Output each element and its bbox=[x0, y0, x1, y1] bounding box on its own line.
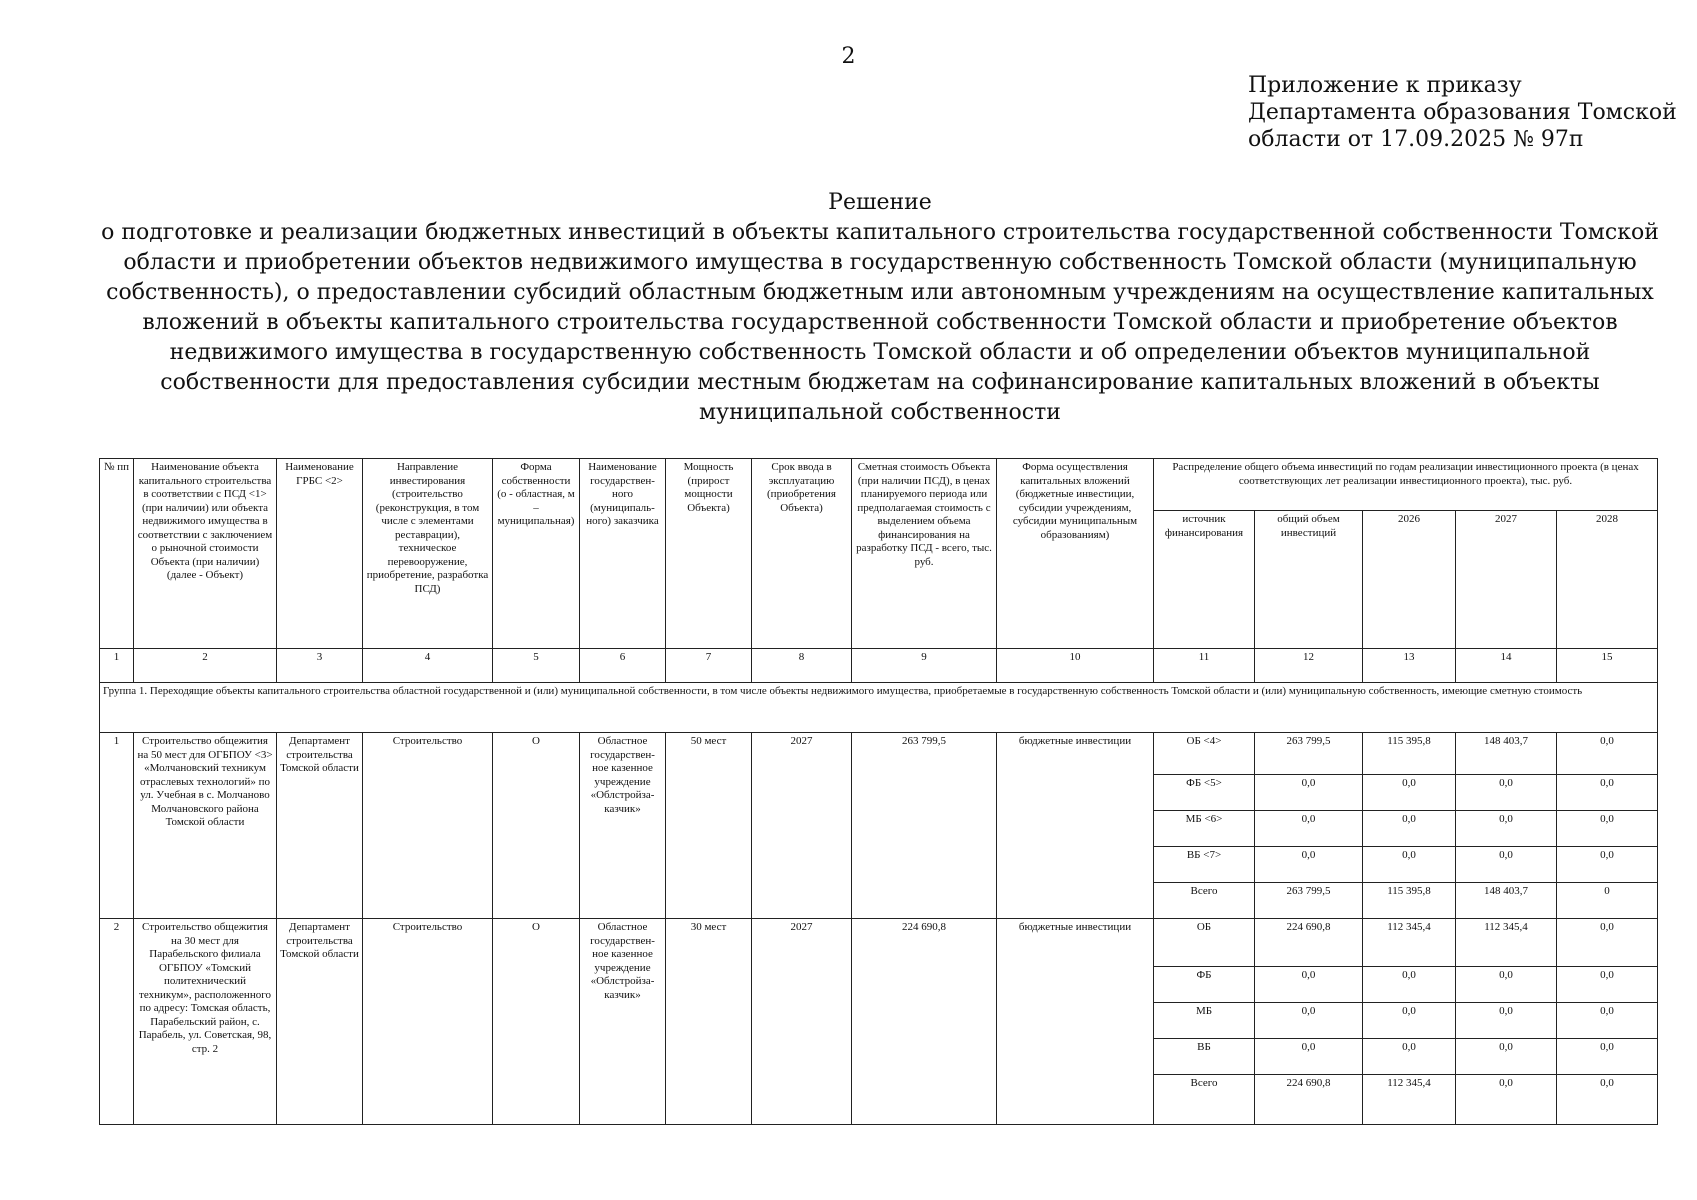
header-year-2028: 2028 bbox=[1557, 511, 1658, 649]
funding-2028: 0,0 bbox=[1557, 967, 1658, 1003]
header-ownership: Форма собственности (о - областная, м – муниципальная) bbox=[493, 459, 580, 649]
header-year-2027: 2027 bbox=[1456, 511, 1557, 649]
funding-2028: 0,0 bbox=[1557, 775, 1658, 811]
object-name: Строительство общежития на 50 мест для ОГБПОУ <3> «Молчановский техникум отраслевых технологий» по ул. Учебная в с. Молчаново Молчановского района Томской области bbox=[134, 733, 277, 919]
funding-2028: 0,0 bbox=[1557, 1075, 1658, 1125]
column-number: 15 bbox=[1557, 649, 1658, 683]
group-title: Группа 1. Переходящие объекты капитального строительства областной государственной и (или) муниципальной собственности, в том числе объекты недвижимого имущества, приобретаемые в государственную собственность Томской области и (или) муниципальную собственность, имеющие сметную стоимость bbox=[100, 683, 1658, 733]
funding-2026: 0,0 bbox=[1363, 811, 1456, 847]
funding-total: 0,0 bbox=[1255, 1003, 1363, 1039]
capacity: 30 мест bbox=[666, 919, 752, 1125]
table-row bbox=[100, 733, 1658, 775]
funding-2028: 0,0 bbox=[1557, 1003, 1658, 1039]
funding-total: 0,0 bbox=[1255, 847, 1363, 883]
funding-2027: 148 403,7 bbox=[1456, 883, 1557, 919]
column-number: 11 bbox=[1154, 649, 1255, 683]
appendix-note bbox=[1248, 72, 1677, 153]
funding-total: 0,0 bbox=[1255, 967, 1363, 1003]
funding-source: ОБ <4> bbox=[1154, 733, 1255, 775]
funding-total: 263 799,5 bbox=[1255, 733, 1363, 775]
header-total-volume: общий объем инвестиций bbox=[1255, 511, 1363, 649]
investment-direction: Строительство bbox=[363, 919, 493, 1125]
commissioning-year: 2027 bbox=[752, 733, 852, 919]
funding-source: ВБ <7> bbox=[1154, 847, 1255, 883]
investment-form: бюджетные инвестиции bbox=[997, 919, 1154, 1125]
header-customer: Наименование государствен-ного (муниципаль-ного) заказчика bbox=[580, 459, 666, 649]
title-line: собственность), о предоставлении субсидий областным бюджетным или автономным учреждениям на осуществление капитальных bbox=[106, 280, 1654, 305]
header-year-2026: 2026 bbox=[1363, 511, 1456, 649]
funding-source: МБ bbox=[1154, 1003, 1255, 1039]
funding-2026: 0,0 bbox=[1363, 1039, 1456, 1075]
column-number: 6 bbox=[580, 649, 666, 683]
funding-2027: 0,0 bbox=[1456, 967, 1557, 1003]
funding-2027: 112 345,4 bbox=[1456, 919, 1557, 967]
title-line: области и приобретении объектов недвижимого имущества в государственную собственность Томской области (муниципальную bbox=[123, 250, 1637, 275]
funding-2028: 0 bbox=[1557, 883, 1658, 919]
header-grbs: Наименование ГРБС <2> bbox=[277, 459, 363, 649]
row-num: 2 bbox=[100, 919, 134, 1125]
funding-2026: 112 345,4 bbox=[1363, 1075, 1456, 1125]
funding-total: 263 799,5 bbox=[1255, 883, 1363, 919]
row-num: 1 bbox=[100, 733, 134, 919]
funding-total: 0,0 bbox=[1255, 811, 1363, 847]
document-title bbox=[100, 188, 1660, 428]
funding-source: МБ <6> bbox=[1154, 811, 1255, 847]
header-source: источник финансирования bbox=[1154, 511, 1255, 649]
funding-2026: 0,0 bbox=[1363, 1003, 1456, 1039]
grbs-name: Департамент строительства Томской области bbox=[277, 733, 363, 919]
funding-2028: 0,0 bbox=[1557, 733, 1658, 775]
title-line: о подготовке и реализации бюджетных инвестиций в объекты капитального строительства государственной собственности Томской bbox=[101, 220, 1659, 245]
investment-form: бюджетные инвестиции bbox=[997, 733, 1154, 919]
investment-table bbox=[99, 458, 1658, 1125]
funding-source: ФБ <5> bbox=[1154, 775, 1255, 811]
funding-2026: 115 395,8 bbox=[1363, 733, 1456, 775]
funding-source: Всего bbox=[1154, 883, 1255, 919]
funding-2026: 0,0 bbox=[1363, 775, 1456, 811]
column-number: 7 bbox=[666, 649, 752, 683]
column-number: 5 bbox=[493, 649, 580, 683]
header-object-name: Наименование объекта капитального строительства в соответствии с ПСД <1> (при наличии) или объекта недвижимого имущества в соответствии с заключением о рыночной стоимости Объекта (при наличии) (далее - Объект) bbox=[134, 459, 277, 649]
header-investment-form: Форма осуществления капитальных вложений (бюджетные инвестиции, субсидии учреждениям, субсидии муниципальным образованиям) bbox=[997, 459, 1154, 649]
funding-total: 0,0 bbox=[1255, 775, 1363, 811]
ownership-form: О bbox=[493, 919, 580, 1125]
column-number: 14 bbox=[1456, 649, 1557, 683]
commissioning-year: 2027 bbox=[752, 919, 852, 1125]
column-number: 13 bbox=[1363, 649, 1456, 683]
column-number: 2 bbox=[134, 649, 277, 683]
customer-name: Областное государствен-ное казенное учреждение «Облстройза-казчик» bbox=[580, 919, 666, 1125]
funding-2027: 0,0 bbox=[1456, 847, 1557, 883]
funding-source: Всего bbox=[1154, 1075, 1255, 1125]
funding-2028: 0,0 bbox=[1557, 919, 1658, 967]
title-line: вложений в объекты капитального строительства государственной собственности Томской области и приобретение объектов bbox=[142, 310, 1618, 335]
funding-source: ВБ bbox=[1154, 1039, 1255, 1075]
table-row bbox=[100, 919, 1658, 967]
column-number: 1 bbox=[100, 649, 134, 683]
funding-2027: 0,0 bbox=[1456, 1075, 1557, 1125]
capacity: 50 мест bbox=[666, 733, 752, 919]
appendix-line: Приложение к приказу bbox=[1248, 73, 1522, 98]
funding-2028: 0,0 bbox=[1557, 1039, 1658, 1075]
ownership-form: О bbox=[493, 733, 580, 919]
funding-total: 224 690,8 bbox=[1255, 919, 1363, 967]
header-row bbox=[100, 459, 1658, 511]
funding-total: 0,0 bbox=[1255, 1039, 1363, 1075]
estimated-cost: 224 690,8 bbox=[852, 919, 997, 1125]
funding-2027: 148 403,7 bbox=[1456, 733, 1557, 775]
customer-name: Областное государствен-ное казенное учреждение «Облстройза-казчик» bbox=[580, 733, 666, 919]
funding-2027: 0,0 bbox=[1456, 775, 1557, 811]
funding-2026: 0,0 bbox=[1363, 967, 1456, 1003]
header-num: № пп bbox=[100, 459, 134, 649]
estimated-cost: 263 799,5 bbox=[852, 733, 997, 919]
funding-2027: 0,0 bbox=[1456, 1039, 1557, 1075]
title-line: собственности для предоставления субсидии местным бюджетам на софинансирование капитальных вложений в объекты bbox=[160, 370, 1600, 395]
funding-2026: 115 395,8 bbox=[1363, 883, 1456, 919]
title-heading: Решение bbox=[828, 190, 932, 215]
funding-source: ОБ bbox=[1154, 919, 1255, 967]
object-name: Строительство общежития на 30 мест для Парабельского филиала ОГБПОУ «Томский политехнический техникум», расположенного по адресу: Томская область, Парабельский район, с. Парабель, ул. Советская, 98, стр. 2 bbox=[134, 919, 277, 1125]
investment-direction: Строительство bbox=[363, 733, 493, 919]
header-capacity: Мощность (прирост мощности Объекта) bbox=[666, 459, 752, 649]
funding-2028: 0,0 bbox=[1557, 847, 1658, 883]
appendix-line: области от 17.09.2025 № 97п bbox=[1248, 127, 1584, 152]
header-estimated-cost: Сметная стоимость Объекта (при наличии ПСД), в ценах планируемого периода или предполагаемая стоимость с выделением объема финансирования на разработку ПСД - всего, тыс. руб. bbox=[852, 459, 997, 649]
funding-2026: 0,0 bbox=[1363, 847, 1456, 883]
funding-source: ФБ bbox=[1154, 967, 1255, 1003]
column-number: 8 bbox=[752, 649, 852, 683]
header-commissioning: Срок ввода в эксплуатацию (приобретения Объекта) bbox=[752, 459, 852, 649]
appendix-line: Департамента образования Томской bbox=[1248, 100, 1677, 125]
header-direction: Направление инвестирования (строительство (реконструкция, в том числе с элементами реставрации), техническое перевооружение, приобретение, разработка ПСД) bbox=[363, 459, 493, 649]
title-line: муниципальной собственности bbox=[699, 400, 1061, 425]
header-distribution: Распределение общего объема инвестиций по годам реализации инвестиционного проекта (в ценах соответствующих лет реализации инвестиционного проекта), тыс. руб. bbox=[1154, 459, 1658, 511]
column-number: 12 bbox=[1255, 649, 1363, 683]
column-number: 10 bbox=[997, 649, 1154, 683]
group-row bbox=[100, 683, 1658, 733]
column-number: 9 bbox=[852, 649, 997, 683]
column-number: 3 bbox=[277, 649, 363, 683]
page-number: 2 bbox=[841, 44, 856, 69]
column-number: 4 bbox=[363, 649, 493, 683]
funding-2026: 112 345,4 bbox=[1363, 919, 1456, 967]
column-number-row bbox=[100, 649, 1658, 683]
funding-2028: 0,0 bbox=[1557, 811, 1658, 847]
funding-2027: 0,0 bbox=[1456, 811, 1557, 847]
funding-total: 224 690,8 bbox=[1255, 1075, 1363, 1125]
funding-2027: 0,0 bbox=[1456, 1003, 1557, 1039]
grbs-name: Департамент строительства Томской области bbox=[277, 919, 363, 1125]
title-line: недвижимого имущества в государственную собственность Томской области и об определении объектов муниципальной bbox=[169, 340, 1591, 365]
